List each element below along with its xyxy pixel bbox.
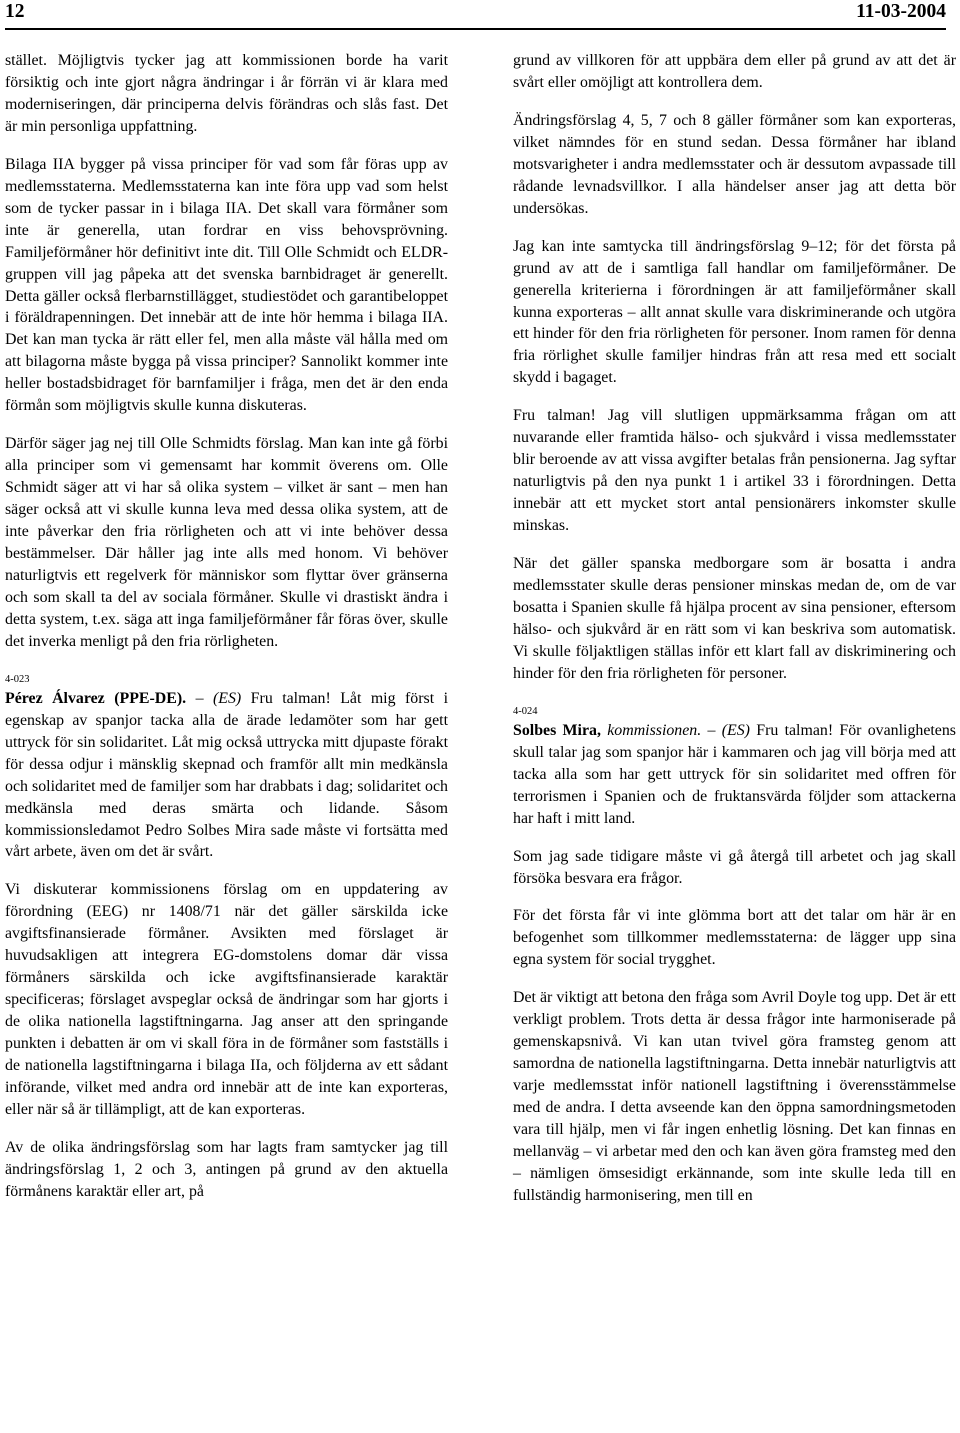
speaker-name: Pérez Álvarez (PPE-DE).	[5, 689, 187, 707]
paragraph: När det gäller spanska medborgare som är bosatta i andra medlemsstater skulle deras pensioner minskas medan de, om de var bosatta i Spanien skulle få hjälpa procent av sina pensioner, eftersom hälso- och sjukvård är en rätt som vi kan beskriva som automatisk. Vi skulle följaktligen ställas inför ett klart fall av diskriminering och hinder för den fria rörligheten för personer.	[513, 555, 956, 682]
left-column	[5, 50, 448, 1203]
page-number: 12	[5, 1, 25, 22]
paragraph: Av de olika ändringsförslag som har lagts fram samtycker jag till ändringsförslag 1, 2 och 3, antingen på grund av den aktuella förmånens karaktär eller art, på	[5, 1138, 448, 1200]
paragraph: För det första får vi inte glömma bort att det talar om här är en befogenhet som tillkommer medlemsstaterna: de lägger upp sina egna system för social trygghet.	[513, 907, 956, 969]
page-header	[5, 0, 946, 30]
paragraph: Vi diskuterar kommissionens förslag om en uppdatering av förordning (EEG) nr 1408/71 när det gäller särskilda icke avgiftsfinansierade förmåner. Avsikten med förslaget är huvudsakligen att integrera EG-domstolens domar där vissa förmåners särskilda och icke avgiftsfinansierade karaktär specificeras; förslaget avspeglar också de ändringar som har gjorts i de olika nationella lagstiftningarna. Jag anser att den springande punkten i debatten är om vi skall föra in de förmåner som fastställs i de nationella lagstiftningarna i bilaga IIa, och följderna av ett sådant införande, vilket med andra ord innebär att de inte kan exporteras, eller när så är tillämpligt, att de kan exporteras.	[5, 881, 448, 1118]
language-code: (ES)	[212, 689, 242, 707]
speech-paragraph	[513, 720, 956, 830]
right-column	[513, 50, 956, 1207]
paragraph: Fru talman! Jag vill slutligen uppmärksamma frågan om att nuvarande eller framtida hälso- och sjukvård i vissa medlemsstater blir beroende av att vissa avgifter betalas från pensionerna. Jag syftar naturligtvis på den nya punkt 1 i artikel 33 i förordningen. Detta innebär att ett mycket stort antal pensionärers inkomster skulle minskas.	[513, 407, 956, 535]
speech-text: Fru talman! För ovanlighetens skull talar jag som spanjor här i kammaren och jag vill börja med att tacka alla som har gett uttryck för sin solidaritet med offren för terrorismen i Spanien och de fruktansvärda följder som attackerna har haft i mitt land.	[513, 721, 956, 827]
header-date: 11-03-2004	[856, 1, 946, 22]
speaker-name: Solbes Mira,	[513, 721, 601, 739]
paragraph: Ändringsförslag 4, 5, 7 och 8 gäller förmåner som kan exporteras, vilket nämndes för en stund sedan. Dessa förmåner har ibland motsvarigheter i andra medlemsstater och är dessutom avpassade till rådande levnadsvillkor. I alla händelser anser jag att detta bör undersökas.	[513, 111, 956, 217]
item-number: 4-023	[5, 673, 30, 685]
language-code: (ES)	[721, 721, 750, 739]
speaker-role: kommissionen.	[607, 721, 702, 739]
paragraph: Jag kan inte samtycka till ändringsförslag 9–12; för det första på grund av att de i samtliga fall handlar om familjeförmåner. De generella kriterierna i förordningen är att familjeförmåner skall kunna exporteras – allt annat skulle vara diskriminerande och utgöra ett hinder för den fria rörligheten för personer. Inom ramen för denna fria rörlighet skulle familjer hindras från att resa med ett socialt skydd i bagaget.	[513, 237, 956, 387]
speech-paragraph	[5, 688, 448, 864]
speech-text: Fru talman! Låt mig först i egenskap av spanjor tacka alla de ärade ledamöter som har gett uttryck för sin solidaritet. Låt mig också uttrycka mitt djupaste förakt för dessa odjur i mänsklig skepnad och framför allt min medkänsla och solidaritet med de familjer som har drabbats i dag; solidaritet och medkänsla med deras smärta och lidande. Såsom kommissionsledamot Pedro Solbes Mira sade måste vi fortsätta med vårt arbete, även om det är svårt.	[5, 689, 448, 861]
item-number: 4-024	[513, 705, 538, 717]
paragraph: stället. Möjligtvis tycker jag att kommissionen borde ha varit försiktig och inte gjort några ändringar i år förrän vi är klara med moderniseringen, där principerna delvis förändras och slås fast. Det är min personliga uppfattning.	[5, 52, 448, 135]
paragraph: Därför säger jag nej till Olle Schmidts förslag. Man kan inte gå förbi alla principer som vi gemensamt har kommit överens om. Olle Schmidt säger att vi har så olika system – vilket är sant – men han säger också att vi skulle kunna leva med dessa olika system, att de inte påverkar den fria rörligheten och att vi inte behöver dessa bestämmelser. Där håller jag inte alls med honom. Vi behöver naturligtvis ett regelverk för människor som flyttar över gränserna och som skall ta del av sociala förmåner. Skulle vi drastiskt ändra i detta system, t.ex. säga att inga familjeförmåner får föras över, skulle det inverka menligt på den fria rörligheten.	[5, 435, 448, 650]
speaker-separator: –	[701, 721, 722, 739]
speaker-separator: –	[186, 689, 213, 707]
paragraph: grund av villkoren för att uppbära dem eller på grund av att det är svårt eller omöjligt att kontrollera dem.	[513, 52, 956, 91]
paragraph: Bilaga IIA bygger på vissa principer för vad som får föras upp av medlemsstaterna. Medlemsstaterna kan inte föra upp vad som helst som de tycker passar in i bilaga IIA. Det skall vara förmåner som inte är generella, utan fordrar en viss behovsprövning. Familjeförmåner hör definitivt inte dit. Till Olle Schmidt och ELDR-gruppen vill jag påpeka att det svenska barnbidraget är generellt. Detta gäller också flerbarnstillägget, studiestödet och garantibeloppet i föräldrapenningen. Det innebär att de inte hör hemma i bilaga IIA. Det kan man tycka är rätt eller fel, men alla måste väl hålla med om att bilagorna måste bygga på vissa principer? Sannolikt kommer inte heller bostadsbidraget för barnfamiljer i fråga, men det är den enda förmån som möjligtvis skulle kunna diskuteras.	[5, 155, 448, 415]
paragraph: Som jag sade tidigare måste vi gå återgå till arbetet och jag skall försöka besvara era frågor.	[513, 847, 956, 887]
paragraph: Det är viktigt att betona den fråga som Avril Doyle tog upp. Det är ett verkligt problem. Trots detta är dessa frågor inte harmoniserade på gemenskapsnivå. Vi kan utan tvivel göra framsteg genom att samordna de nationella lagstiftningarna. Detta innebär naturligtvis att varje medlemsstat inför nationell lagstiftning i överensstämmelse med de andra. I detta avseende kan den öppna samordningsmetoden vara till hjälp, men vi får ingen enhetlig lösning. Det kan finnas en mellanväg – vi arbetar med den och kan även göra framsteg med den – nämligen ömsesidigt erkännande, som inte skulle leda till en fullständig harmonisering, men till en	[513, 989, 956, 1204]
